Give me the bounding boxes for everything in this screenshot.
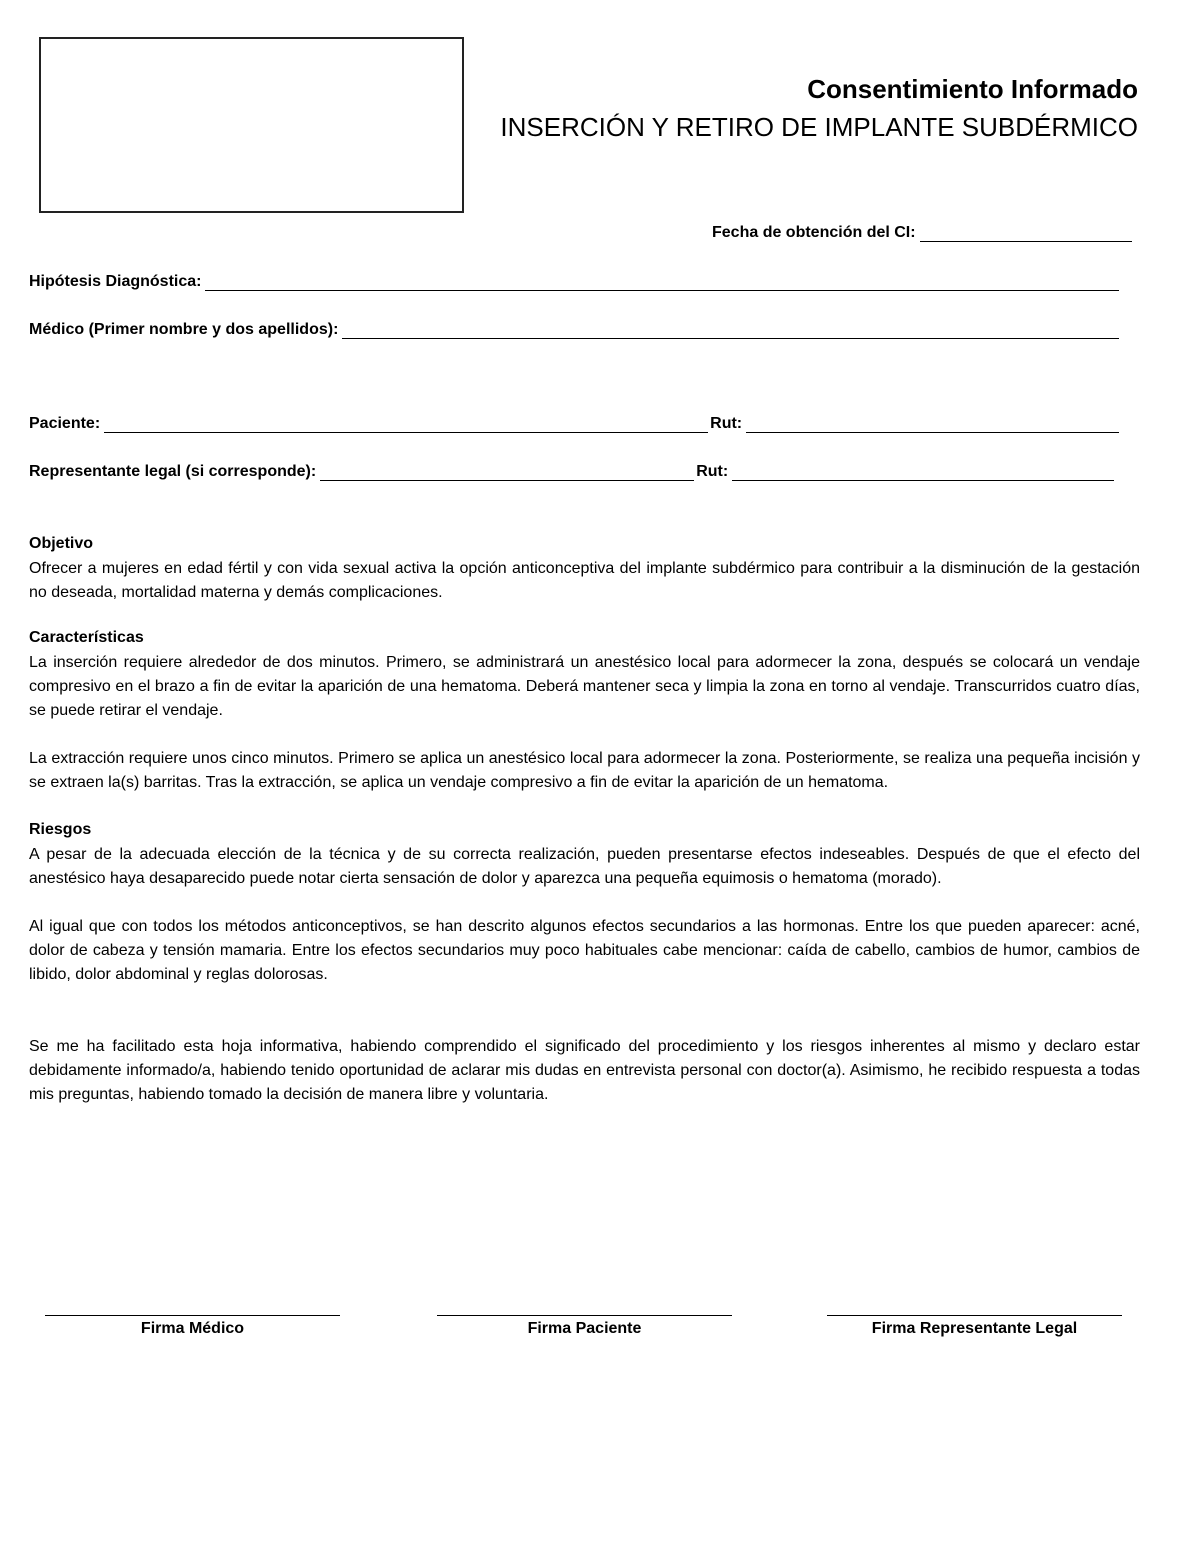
representante-field <box>29 463 1114 481</box>
logo-placeholder-box <box>39 37 464 213</box>
firma-medico-label: Firma Médico <box>140 1320 245 1337</box>
paciente-field <box>29 415 1119 433</box>
hipotesis-input-line[interactable] <box>205 276 1119 291</box>
firma-representante-label: Firma Representante Legal <box>871 1320 1078 1337</box>
objetivo-paragraph: Ofrecer a mujeres en edad fértil y con vida sexual activa la opción anticonceptiva del implante subdérmico para contribuir a la disminución de la gestación no deseada, mortalidad materna y demás complicaciones. <box>29 560 1140 601</box>
document-subtitle: INSERCIÓN Y RETIRO DE IMPLANTE SUBDÉRMICO <box>500 112 1138 142</box>
caracteristicas-heading: Características <box>29 629 144 646</box>
riesgos-heading: Riesgos <box>29 821 92 838</box>
firma-paciente-block <box>437 1315 732 1338</box>
firma-paciente-label: Firma Paciente <box>527 1320 642 1337</box>
declaracion-paragraph: Se me ha facilitado esta hoja informativa, habiendo comprendido el significado del procedimiento y los riesgos inherentes al mismo y declaro estar debidamente informado/a, habiendo tenido oportunidad de aclarar mis dudas en entrevista personal con doctor(a). Asimismo, he recibido respuesta a todas mis preguntas, habiendo tomado la decisión de manera libre y voluntaria. <box>29 1038 1140 1103</box>
paciente-label: Paciente: <box>29 415 101 432</box>
medico-label: Médico (Primer nombre y dos apellidos): <box>29 321 339 338</box>
medico-input-line[interactable] <box>342 324 1119 339</box>
riesgos-paragraph-1: A pesar de la adecuada elección de la técnica y de su correcta realización, pueden presentarse efectos indeseables. Después de que el efecto del anestésico haya desaparecido puede notar cierta sensación de dolor y aparezca una pequeña equimosis o hematoma (morado). <box>29 846 1140 887</box>
hipotesis-label: Hipótesis Diagnóstica: <box>29 273 202 290</box>
representante-input-line[interactable] <box>320 466 694 481</box>
document-title: Consentimiento Informado <box>807 74 1138 104</box>
firma-representante-line[interactable] <box>827 1315 1122 1316</box>
firma-paciente-line[interactable] <box>437 1315 732 1316</box>
medico-field <box>29 321 1119 339</box>
hipotesis-field <box>29 273 1119 291</box>
fecha-field <box>712 224 1132 242</box>
representante-label: Representante legal (si corresponde): <box>29 463 317 480</box>
firma-medico-line[interactable] <box>45 1315 340 1316</box>
firma-representante-block <box>827 1315 1122 1338</box>
paciente-rut-input-line[interactable] <box>746 418 1119 433</box>
caracteristicas-paragraph-2: La extracción requiere unos cinco minutos. Primero se aplica un anestésico local para adormecer la zona. Posteriormente, se realiza una pequeña incisión y se extraen la(s) barritas. Tras la extracción, se aplica un vendaje compresivo a fin de evitar la aparición de un hematoma. <box>29 750 1140 791</box>
objetivo-heading: Objetivo <box>29 535 94 552</box>
paciente-input-line[interactable] <box>104 418 708 433</box>
fecha-input-line[interactable] <box>920 227 1132 242</box>
representante-rut-input-line[interactable] <box>732 466 1114 481</box>
firma-medico-block <box>45 1315 340 1338</box>
paciente-rut-label: Rut: <box>710 415 743 432</box>
fecha-label: Fecha de obtención del CI: <box>712 224 916 241</box>
caracteristicas-paragraph-1: La inserción requiere alrededor de dos minutos. Primero, se administrará un anestésico local para adormecer la zona, después se colocará un vendaje compresivo en el brazo a fin de evitar la aparición de una hematoma. Deberá mantener seca y limpia la zona en torno al vendaje. Transcurridos cuatro días, se puede retirar el vendaje. <box>29 654 1140 719</box>
representante-rut-label: Rut: <box>696 463 729 480</box>
riesgos-paragraph-2: Al igual que con todos los métodos anticonceptivos, se han descrito algunos efectos secundarios a las hormonas. Entre los que pueden aparecer: acné, dolor de cabeza y tensión mamaria. Entre los efectos secundarios muy poco habituales cabe mencionar: caída de cabello, cambios de humor, cambios de libido, dolor abdominal y reglas dolorosas. <box>29 918 1140 983</box>
